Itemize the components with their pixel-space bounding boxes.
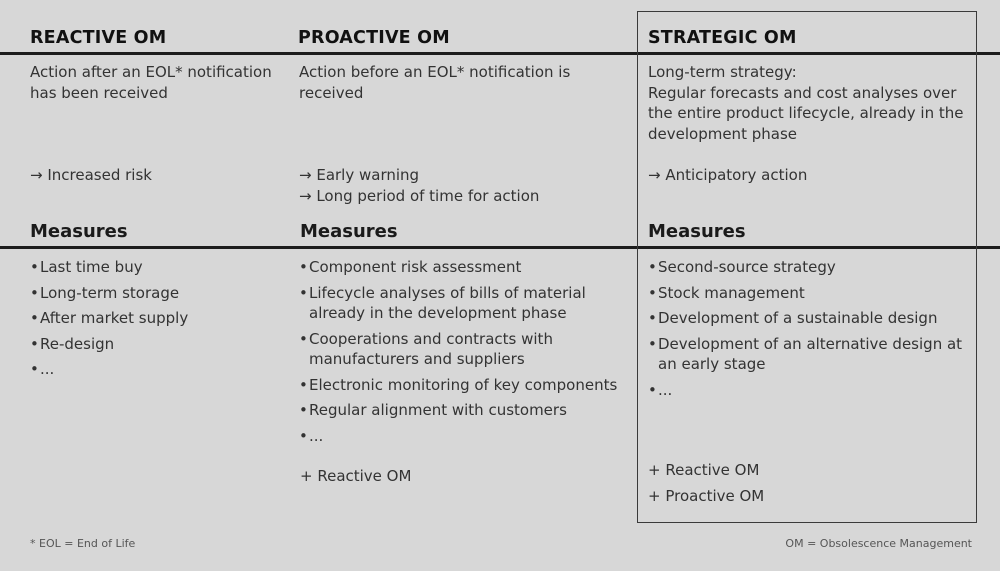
- measure-text: Last time buy: [40, 258, 143, 276]
- measures-title: Measures: [300, 221, 398, 242]
- includes-reactive: + Reactive OM: [648, 461, 760, 479]
- measure-text: Electronic monitoring of key components: [309, 375, 618, 394]
- measure-text: Lifecycle analyses of bills of material: [309, 283, 586, 302]
- bullet-icon: •: [30, 258, 39, 276]
- measure-item: [30, 257, 188, 278]
- description-line: development phase: [648, 124, 797, 143]
- bullet-icon: •: [648, 380, 657, 399]
- measures-list: [30, 257, 188, 385]
- measure-text: Second-source strategy: [658, 258, 836, 276]
- column-title: PROACTIVE OM: [298, 28, 450, 48]
- column-consequences: [30, 165, 152, 186]
- bullet-icon: •: [299, 283, 308, 302]
- measure-text: Development of an alternative design at: [658, 334, 963, 353]
- description-line: Action before an EOL* notification is: [299, 63, 571, 81]
- bullet-icon: •: [648, 334, 657, 353]
- measure-item: [30, 334, 188, 355]
- column-title: REACTIVE OM: [30, 28, 167, 48]
- measure-item: [299, 426, 617, 447]
- column-consequences: [648, 165, 807, 186]
- measure-item: [299, 400, 617, 421]
- measure-item: [30, 283, 188, 304]
- footnote-eol: * EOL = End of Life: [30, 537, 136, 550]
- bullet-icon: •: [299, 401, 308, 419]
- measure-text: Long-term storage: [40, 283, 180, 302]
- measure-item: [648, 283, 962, 304]
- measure-item: [648, 308, 962, 329]
- measures-list: [299, 257, 617, 451]
- measure-text: Cooperations and contracts with: [309, 329, 553, 348]
- description-line: Action after an EOL* notification: [30, 63, 272, 81]
- measure-item: [299, 257, 617, 278]
- measure-text: manufacturers and suppliers: [309, 350, 525, 368]
- column-description: [648, 62, 963, 144]
- consequence-line: → Long period of time for action: [299, 187, 540, 205]
- description-line: the entire product lifecycle, already in the: [648, 104, 964, 122]
- includes-reactive: + Reactive OM: [300, 467, 412, 485]
- column-consequences: [299, 165, 539, 207]
- consequence-line: → Early warning: [299, 166, 420, 184]
- description-line: Long-term strategy:: [648, 63, 797, 81]
- consequence-line: → Increased risk: [30, 166, 152, 184]
- measures-title: Measures: [648, 221, 746, 242]
- measure-text: Regular alignment with customers: [309, 401, 567, 419]
- measure-text: already in the development phase: [309, 304, 567, 322]
- measure-item: [299, 375, 617, 396]
- measure-item: [299, 283, 617, 324]
- measures-title: Measures: [30, 221, 128, 242]
- description-line: has been received: [30, 83, 168, 102]
- measure-text: ...: [658, 380, 673, 399]
- description-line: received: [299, 83, 364, 102]
- column-description: [299, 62, 570, 103]
- measure-item: [30, 308, 188, 329]
- measure-text: Component risk assessment: [309, 258, 522, 276]
- measure-text: ...: [40, 360, 55, 378]
- bullet-icon: •: [30, 360, 39, 378]
- measure-text: After market supply: [40, 309, 189, 327]
- footnote-om: OM = Obsolescence Management: [785, 537, 972, 550]
- measure-item: [30, 359, 188, 380]
- measure-item: [299, 329, 617, 370]
- measures-list: [648, 257, 962, 405]
- bullet-icon: •: [30, 283, 39, 302]
- bullet-icon: •: [299, 258, 308, 276]
- measure-text: Stock management: [658, 283, 805, 302]
- includes-proactive: + Proactive OM: [648, 487, 765, 505]
- measure-item: [648, 334, 962, 375]
- measure-item: [648, 380, 962, 401]
- bullet-icon: •: [299, 329, 308, 348]
- bullet-icon: •: [299, 426, 308, 445]
- measure-text: Development of a sustainable design: [658, 309, 938, 327]
- measure-text: an early stage: [658, 355, 766, 373]
- measure-text: ...: [309, 426, 324, 445]
- bullet-icon: •: [648, 283, 657, 302]
- measure-item: [648, 257, 962, 278]
- description-line: Regular forecasts and cost analyses over: [648, 83, 957, 102]
- bullet-icon: •: [30, 334, 39, 353]
- column-title: STRATEGIC OM: [648, 28, 797, 48]
- bullet-icon: •: [299, 375, 308, 394]
- bullet-icon: •: [648, 309, 657, 327]
- bullet-icon: •: [30, 309, 39, 327]
- consequence-line: → Anticipatory action: [648, 166, 808, 184]
- column-description: [30, 62, 272, 103]
- measure-text: Re-design: [40, 334, 115, 353]
- bullet-icon: •: [648, 258, 657, 276]
